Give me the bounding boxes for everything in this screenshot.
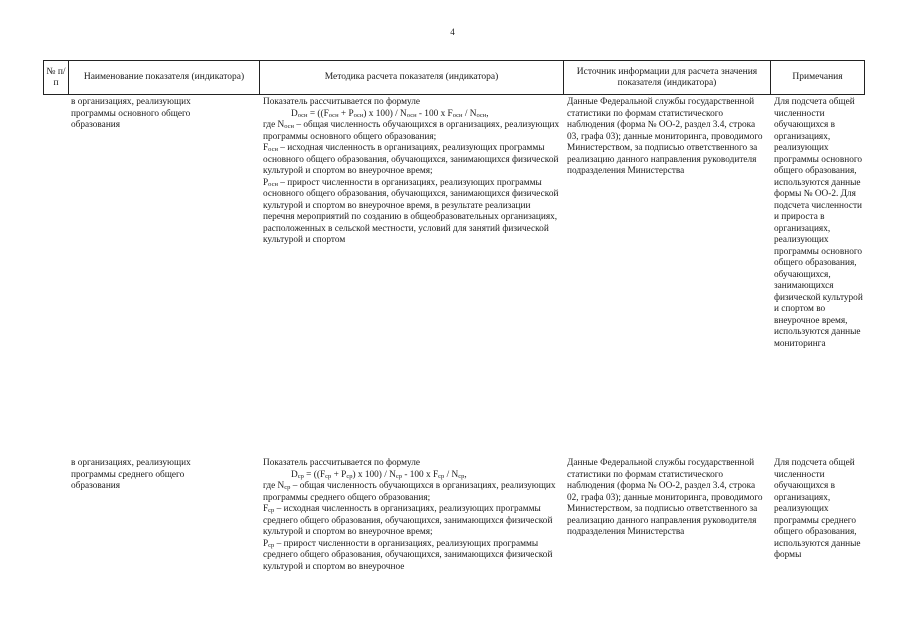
table-header [43,60,865,95]
row2-def-f: $F_{ср}$ – исходная численность в организациях, реализующих программы среднего общего образования, обучающихся, занимающихся физической культурой и спортом во внеурочное время; [263,504,553,537]
header-method: Методика расчета показателя (индикатора) [324,72,499,82]
row1-def-f: $F_{осн}$ – исходная численность в организациях, реализующих программы основного общего образования, обучающихся, занимающихся физической культурой и спортом во внеурочное время; [263,143,559,176]
row1-def-p: $P_{осн}$ – прирост численности в организациях, реализующих программы основного общего образования, обучающихся, занимающихся физической культурой и спортом во внеурочное время, в результате реализации перечня мероприятий по созданию в общеобразовательных организациях, расположенных в сельской местности, условий для занятий физической культурой и спортом [263,177,559,245]
row1-method [263,97,563,247]
row2-method [263,458,563,573]
row1-notes: Для подсчета общей численности обучающихся в организациях, реализующих программы основного общего образования, используются данные формы № ОО-2. Для подсчета численности и прироста в организациях, реализующих программы основного общего образования, обучающихся, занимающихся физической культурой и спортом во внеурочное время, используются данные мониторинга [774,97,863,349]
row2-notes: Для подсчета общей численности обучающихся в организациях, реализующих программы среднего общего образования, используются данные формы [774,458,861,560]
row2-formula: $D_{ср} = ((F_{ср} + P_{ср})$ x $100) / N_{ср} - 100$ x $F_{ср} / N_{ср}$, [291,469,467,480]
header-name: Наименование показателя (индикатора) [83,72,245,82]
row2-def-n: где $N_{ср}$ – общая численность обучающихся в организациях, реализующих программы среднего общего образования; [263,481,556,503]
row1-def-n: где $N_{осн}$ – общая численность обучающихся в организациях, реализующих программы основного общего образования; [263,120,560,142]
row1-formula: $D_{осн} = ((F_{осн} + P_{осн})$ x $100) / N_{осн} - 100$ x $F_{осн} / N_{осн}$, [291,108,489,119]
row1-method-intro: Показатель рассчитывается по формуле [263,97,421,107]
row1-source: Данные Федеральной службы государственной статистики по формам статистического наблюдения (форма № ОО-2, раздел 3.4, строка 03, графа 03); данные мониторинга, проводимого Министерством, за подписью ответственного за реализацию данного направления руководителя подразделения Министерства [567,97,763,176]
row2-name: в организациях, реализующих программы среднего общего образования [71,458,191,491]
row1-name: в организациях, реализующих программы основного общего образования [71,97,191,130]
header-source: Источник информации для расчета значения показателя (индикатора) [576,66,758,88]
page-number: 4 [450,27,455,37]
header-num: № п/п [46,66,66,88]
header-notes: Примечания [792,72,843,82]
row2-method-intro: Показатель рассчитывается по формуле [263,458,421,468]
row2-source: Данные Федеральной службы государственной статистики по формам статистического наблюдения (форма № ОО-2, раздел 3.4, строка 02, графа 03); данные мониторинга, проводимого Министерством, за подписью ответственного за реализацию данного направления руководителя подразделения Министерства [567,458,763,537]
row2-def-p: $P_{ср}$ – прирост численности в организациях, реализующих программы среднего общего образования, обучающихся, занимающихся физической культурой и спортом во внеурочное [263,538,553,572]
